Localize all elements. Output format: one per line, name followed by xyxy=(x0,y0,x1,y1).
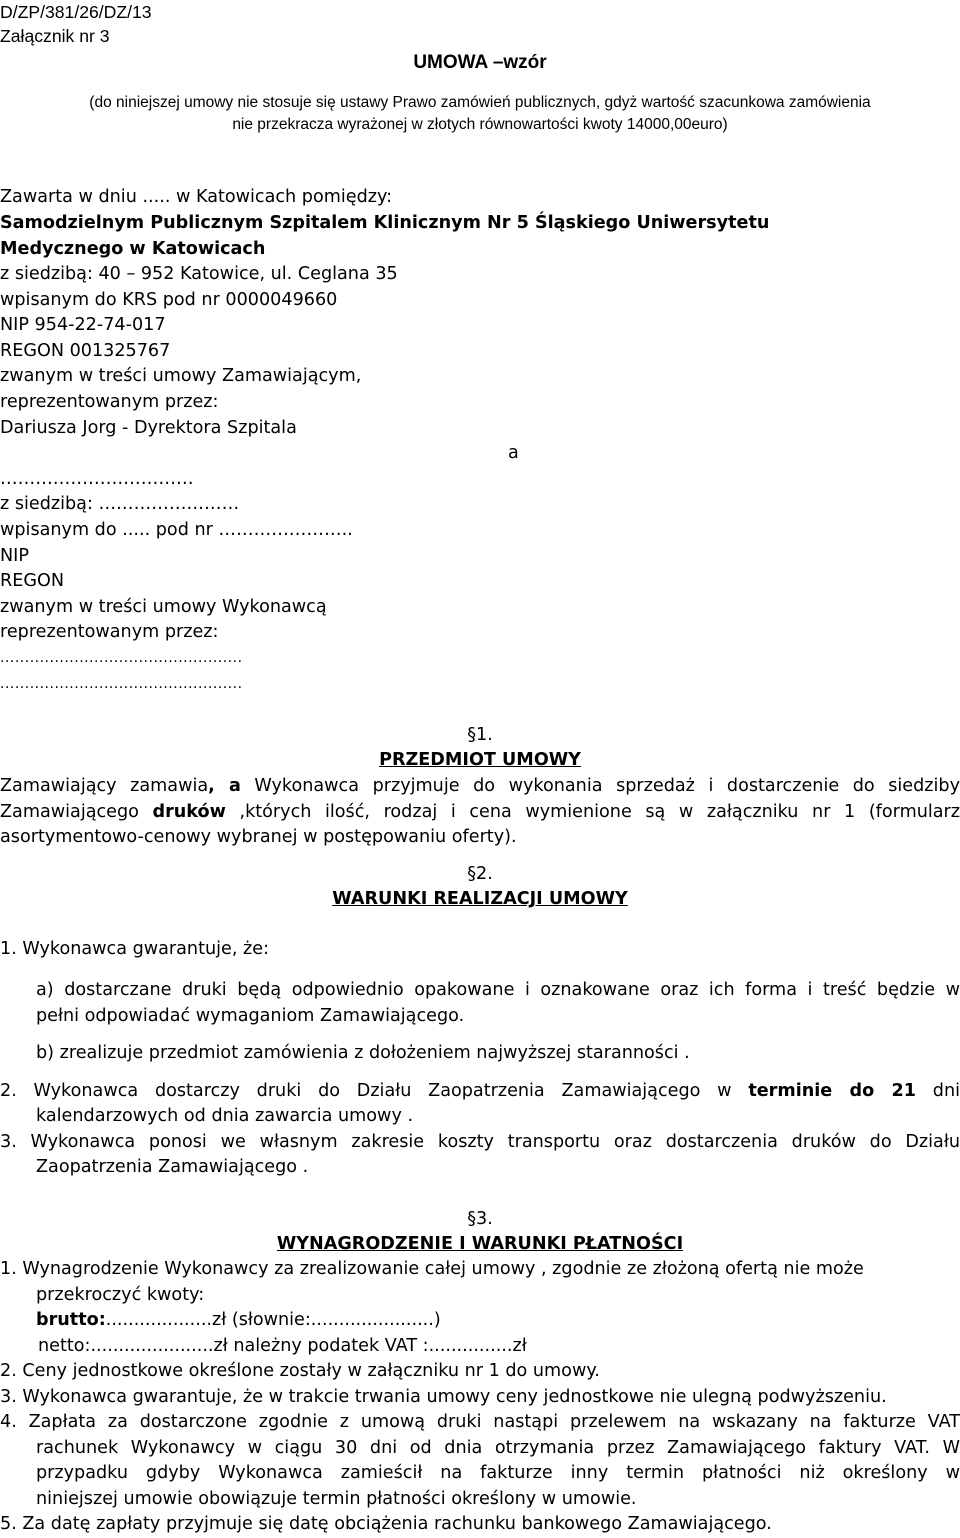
text-run: dni xyxy=(916,1081,960,1101)
section-3-point-4-line-4: niniejszej umowie obowiązuje termin płatności określony w umowie. xyxy=(36,1489,637,1509)
contractor-seat: z siedzibą: …………………… xyxy=(0,494,240,514)
section-3-point-4-line-3: przypadku gdyby Wykonawca zamieścił na fakturze inny termin płatności niż określony w xyxy=(36,1463,960,1483)
hospital-nip: NIP 954-22-74-017 xyxy=(0,315,166,335)
section-3-point-4-line-1: 4. Zapłata za dostarczone zgodnie z umową druki nastąpi przelewem na wskazany na fakturze VAT xyxy=(0,1412,960,1432)
section-2-point-b: b) zrealizuje przedmiot zamówienia z dołożeniem najwyższej staranności . xyxy=(36,1043,690,1063)
hospital-director: Dariusza Jorg - Dyrektora Szpitala xyxy=(0,418,297,438)
section-3-point-3: 3. Wykonawca gwarantuje, że w trakcie trwania umowy ceny jednostkowe nie ulegną podwyższeniu. xyxy=(0,1387,887,1407)
section-3-point-1-line-2: przekroczyć kwoty: xyxy=(36,1285,205,1305)
section-3-title: WYNAGRODZENIE I WARUNKI PŁATNOŚCI xyxy=(276,1234,684,1254)
contractor-nip: NIP xyxy=(0,546,29,566)
gross-amount-fields: ...................zł (słownie:......................) xyxy=(105,1310,441,1330)
section-1-title: PRZEDMIOT UMOWY xyxy=(379,750,581,770)
note-line-1: (do niniejszej umowy nie stosuje się ustawy Prawo zamówień publicznych, gdyż wartość szacunkowa zamówienia xyxy=(89,94,871,111)
section-2-number: §2. xyxy=(467,864,493,884)
section-2-point-a-line-1: a) dostarczane druki będą odpowiednio opakowane i oznakowane oraz ich forma i treść będzie w xyxy=(36,980,960,1000)
contractor-registry: wpisanym do ..... pod nr ………………….. xyxy=(0,520,353,540)
section-2-point-1: 1. Wykonawca gwarantuje, że: xyxy=(0,939,270,959)
hospital-regon: REGON 001325767 xyxy=(0,341,171,361)
attachment-number: Załącznik nr 3 xyxy=(0,26,110,46)
hospital-called: zwanym w treści umowy Zamawiającym, xyxy=(0,366,362,386)
contractor-represented: reprezentowanym przez: xyxy=(0,622,219,642)
text-run: Zamawiającego xyxy=(0,802,153,822)
hospital-represented: reprezentowanym przez: xyxy=(0,392,219,412)
contractor-name-dots: …………………………… xyxy=(0,469,194,489)
section-3-point-4-line-2: rachunek Wykonawcy w ciągu 30 dni od dnia otrzymania przez Zamawiającego faktury VAT. W xyxy=(36,1438,960,1458)
conjunction-and: a xyxy=(508,443,519,463)
text-run-bold: , a xyxy=(208,776,241,796)
section-2-point-a-line-2: pełni odpowiadać wymaganiom Zamawiającego. xyxy=(36,1006,465,1026)
hospital-seat: z siedzibą: 40 – 952 Katowice, ul. Ceglana 35 xyxy=(0,264,398,284)
text-run: 2. Wykonawca dostarczy druki do Działu Zaopatrzenia Zamawiającego w xyxy=(0,1081,749,1101)
section-1-line-3: asortymentowo-cenowy wybranej w postępowaniu oferty). xyxy=(0,827,517,847)
section-3-point-2: 2. Ceny jednostkowe określone zostały w załączniku nr 1 do umowy. xyxy=(0,1361,600,1381)
section-1-line-1 xyxy=(0,774,960,800)
document-reference: D/ZP/381/26/DZ/13 xyxy=(0,2,152,22)
text-run-bold: druków xyxy=(152,802,226,822)
section-2-point-2-line-2: kalendarzowych od dnia zawarcia umowy . xyxy=(36,1106,414,1126)
gross-label: brutto: xyxy=(36,1310,106,1330)
section-2-point-3-line-2: Zaopatrzenia Zamawiającego . xyxy=(36,1157,309,1177)
text-run: Zamawiający zamawia xyxy=(0,776,209,796)
note-line-2: nie przekracza wyrażonej w złotych równowartości kwoty 14000,00euro) xyxy=(232,116,728,133)
hospital-krs: wpisanym do KRS pod nr 0000049660 xyxy=(0,290,338,310)
document-title: UMOWA –wzór xyxy=(413,52,547,73)
representative-dots-2: ................................................. xyxy=(0,676,243,692)
contractor-regon: REGON xyxy=(0,571,64,591)
concluded-line: Zawarta w dniu ..... w Katowicach pomiędzy: xyxy=(0,187,393,207)
gross-amount-line xyxy=(36,1308,960,1334)
text-run-bold: terminie do 21 xyxy=(748,1081,916,1101)
section-2-point-3-line-1: 3. Wykonawca ponosi we własnym zakresie koszty transportu oraz dostarczenia druków do Działu xyxy=(0,1132,960,1152)
hospital-name-1: Samodzielnym Publicznym Szpitalem Klinicznym Nr 5 Śląskiego Uniwersytetu xyxy=(0,213,770,233)
text-run: ,których ilość, rodzaj i cena wymienione są w załączniku nr 1 (formularz xyxy=(225,802,960,822)
section-3-point-5: 5. Za datę zapłaty przyjmuje się datę obciążenia rachunku bankowego Zamawiającego. xyxy=(0,1514,772,1534)
section-2-title: WARUNKI REALIZACJI UMOWY xyxy=(332,889,628,909)
section-2-point-2-line-1 xyxy=(0,1079,960,1105)
representative-dots-1: ................................................. xyxy=(0,650,243,666)
hospital-name-2: Medycznego w Katowicach xyxy=(0,239,266,259)
section-3-point-1-line-1: 1. Wynagrodzenie Wykonawcy za zrealizowanie całej umowy , zgodnie ze złożoną ofertą nie może xyxy=(0,1259,864,1279)
text-run: Wykonawca przyjmuje do wykonania sprzedaż i dostarczenie do siedziby xyxy=(240,776,960,796)
section-1-number: §1. xyxy=(467,725,493,745)
contractor-called: zwanym w treści umowy Wykonawcą xyxy=(0,597,327,617)
net-amount-line: netto:......................zł należny podatek VAT :...............zł xyxy=(38,1336,527,1356)
section-1-line-2 xyxy=(0,800,960,826)
section-3-number: §3. xyxy=(467,1209,493,1229)
